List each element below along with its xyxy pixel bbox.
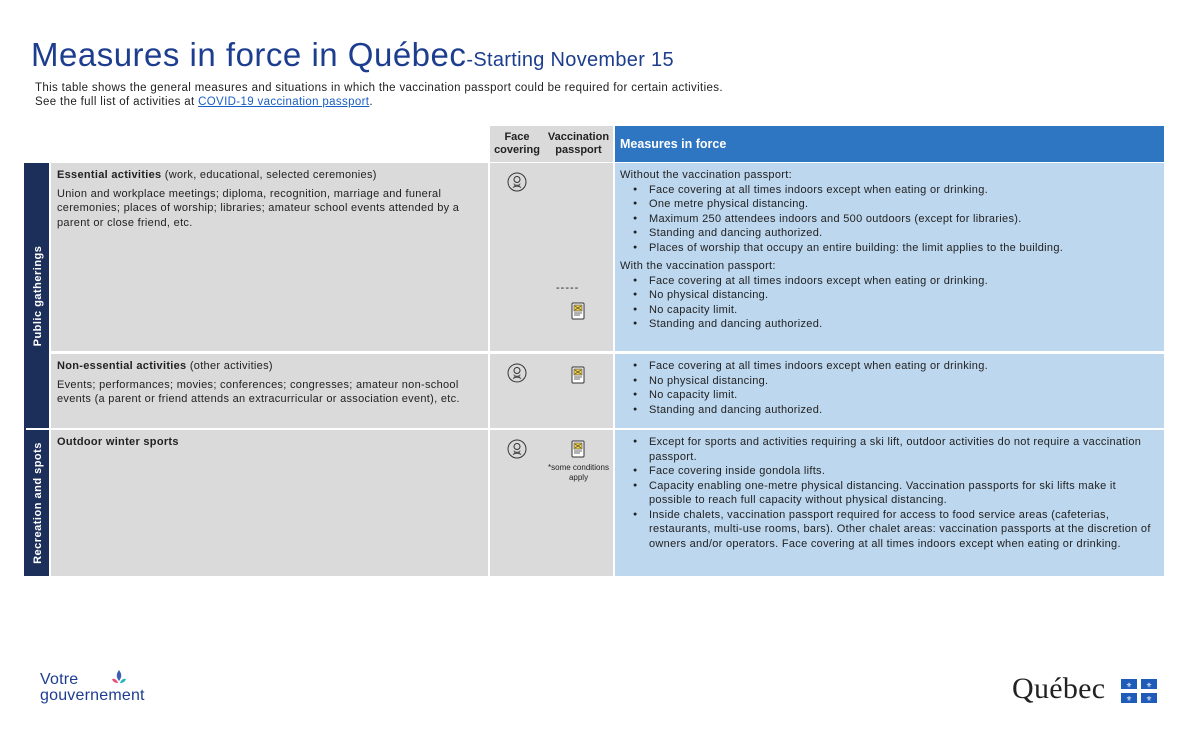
with-passport-label: With the vaccination passport: <box>620 260 776 272</box>
list-item: ● No capacity limit. <box>620 303 1159 318</box>
nonessential-list <box>620 359 1159 417</box>
row-nonessential-passport <box>544 354 613 428</box>
list-item: ● Face covering at all times indoors except when eating or drinking. <box>620 274 1159 289</box>
row-essential-detail: (work, educational, selected ceremonies) <box>161 169 377 181</box>
list-item: ● Face covering inside gondola lifts. <box>620 464 1159 479</box>
table-left-rule <box>24 163 26 576</box>
list-item: ● Maximum 250 attendees indoors and 500 outdoors (except for libraries). <box>620 212 1159 227</box>
header-measures-in-force: Measures in force <box>615 126 1164 162</box>
with-passport-list <box>620 274 1159 332</box>
intro-line-2 <box>35 95 723 109</box>
vaccination-passport-icon <box>568 365 588 385</box>
face-mask-icon <box>507 172 527 192</box>
row-nonessential-heading <box>57 359 482 374</box>
row-winter-heading <box>57 435 482 450</box>
list-item: ● Places of worship that occupy an entire building: the limit applies to the building. <box>620 241 1159 256</box>
row-nonessential-measures <box>615 354 1164 428</box>
list-item: ● No capacity limit. <box>620 388 1159 403</box>
row-nonessential-title: Non-essential activities <box>57 360 187 372</box>
intro-text <box>35 81 723 109</box>
fleur-de-lis-icon <box>108 669 130 691</box>
row-nonessential-description: Events; performances; movies; conferences; congresses; amateur non-school events (a parent or friend attends an extracurricular or association event), etc. <box>57 378 460 405</box>
row-essential-measures <box>615 163 1164 351</box>
header-pass-line1: Vaccination <box>547 131 610 143</box>
header-face-line2: covering <box>494 144 540 156</box>
row-essential-passport <box>544 163 613 351</box>
row-nonessential-face <box>490 354 544 428</box>
passport-separator: ----- <box>556 282 580 294</box>
intro-line-1: This table shows the general measures and situations in which the vaccination passport could be required for certain activities. <box>35 82 723 94</box>
svg-text:⚜: ⚜ <box>1125 695 1133 703</box>
intro-prefix: See the full list of activities at <box>35 96 199 108</box>
row-winter-passport <box>544 430 613 576</box>
svg-text:⚜: ⚜ <box>1125 681 1133 690</box>
list-item: ● Capacity enabling one-metre physical distancing. Vaccination passports for ski lifts make it possible to reach full capacity without physical distancing. <box>620 479 1159 508</box>
row-essential-heading <box>57 168 482 183</box>
intro-suffix: . <box>369 96 373 108</box>
list-item: ● Inside chalets, vaccination passport required for access to food service areas (cafeterias, restaurants, multi-use rooms, bars). Other chalet areas: vaccination passports at the discretion of owners and/or operators. Face covering at all times indoors except when eating or drinking. <box>620 508 1159 552</box>
logo-gouvernement: gouvernement <box>40 687 145 704</box>
list-item: ● Face covering at all times indoors except when eating or drinking. <box>620 359 1159 374</box>
header-face-line1: Face <box>504 131 530 143</box>
list-item: ● Standing and dancing authorized. <box>620 226 1159 241</box>
list-item: ● One metre physical distancing. <box>620 197 1159 212</box>
winter-list <box>620 435 1159 551</box>
list-item: ● Standing and dancing authorized. <box>620 403 1159 418</box>
list-item: ● No physical distancing. <box>620 288 1159 303</box>
row-winter-title: Outdoor winter sports <box>57 436 179 448</box>
face-mask-icon <box>507 439 527 459</box>
row-essential-title: Essential activities <box>57 169 162 181</box>
row-nonessential-detail: (other activities) <box>186 360 273 372</box>
title-main: Measures in force in Québec <box>31 36 467 73</box>
without-passport-label: Without the vaccination passport: <box>620 169 792 181</box>
list-item: ● No physical distancing. <box>620 374 1159 389</box>
vaccination-passport-icon <box>568 301 588 321</box>
group-public-gatherings <box>26 163 49 428</box>
row-winter-measures <box>615 430 1164 576</box>
face-mask-icon <box>507 363 527 383</box>
row-essential-description: Union and workplace meetings; diploma, recognition, marriage and funeral ceremonies; places of worship; libraries; amateur school events attended by a parent or close friend, etc. <box>57 187 460 229</box>
header-face-covering <box>490 126 544 162</box>
group-recreation <box>26 430 49 576</box>
row-nonessential-activity <box>51 354 488 428</box>
svg-text:⚜: ⚜ <box>1145 681 1153 690</box>
row-winter-face <box>490 430 544 576</box>
page-title <box>31 36 674 74</box>
row-essential-activity <box>51 163 488 351</box>
list-item: ● Face covering at all times indoors except when eating or drinking. <box>620 183 1159 198</box>
logo-votre: Votre <box>40 671 79 688</box>
header-pass-line2: passport <box>555 144 602 156</box>
passport-conditions-note: *some conditions apply <box>548 463 609 482</box>
row-winter-sports-activity <box>51 430 488 576</box>
header-vaccination-passport <box>544 126 613 162</box>
vaccination-passport-icon <box>568 439 588 459</box>
quebec-flag-icon <box>1121 679 1157 703</box>
without-passport-list <box>620 183 1159 256</box>
group-public-label: Public gatherings <box>31 245 44 346</box>
list-item: ● Except for sports and activities requiring a ski lift, outdoor activities do not require a vaccination passport. <box>620 435 1159 464</box>
svg-text:⚜: ⚜ <box>1145 695 1153 703</box>
vaccination-passport-link[interactable]: COVID-19 vaccination passport <box>198 96 370 108</box>
group-recreation-label: Recreation and spots <box>31 442 44 564</box>
quebec-logo: Québec <box>1012 672 1106 705</box>
row-essential-face <box>490 163 544 351</box>
title-subtitle: -Starting November 15 <box>466 49 674 71</box>
list-item: ● Standing and dancing authorized. <box>620 317 1159 332</box>
